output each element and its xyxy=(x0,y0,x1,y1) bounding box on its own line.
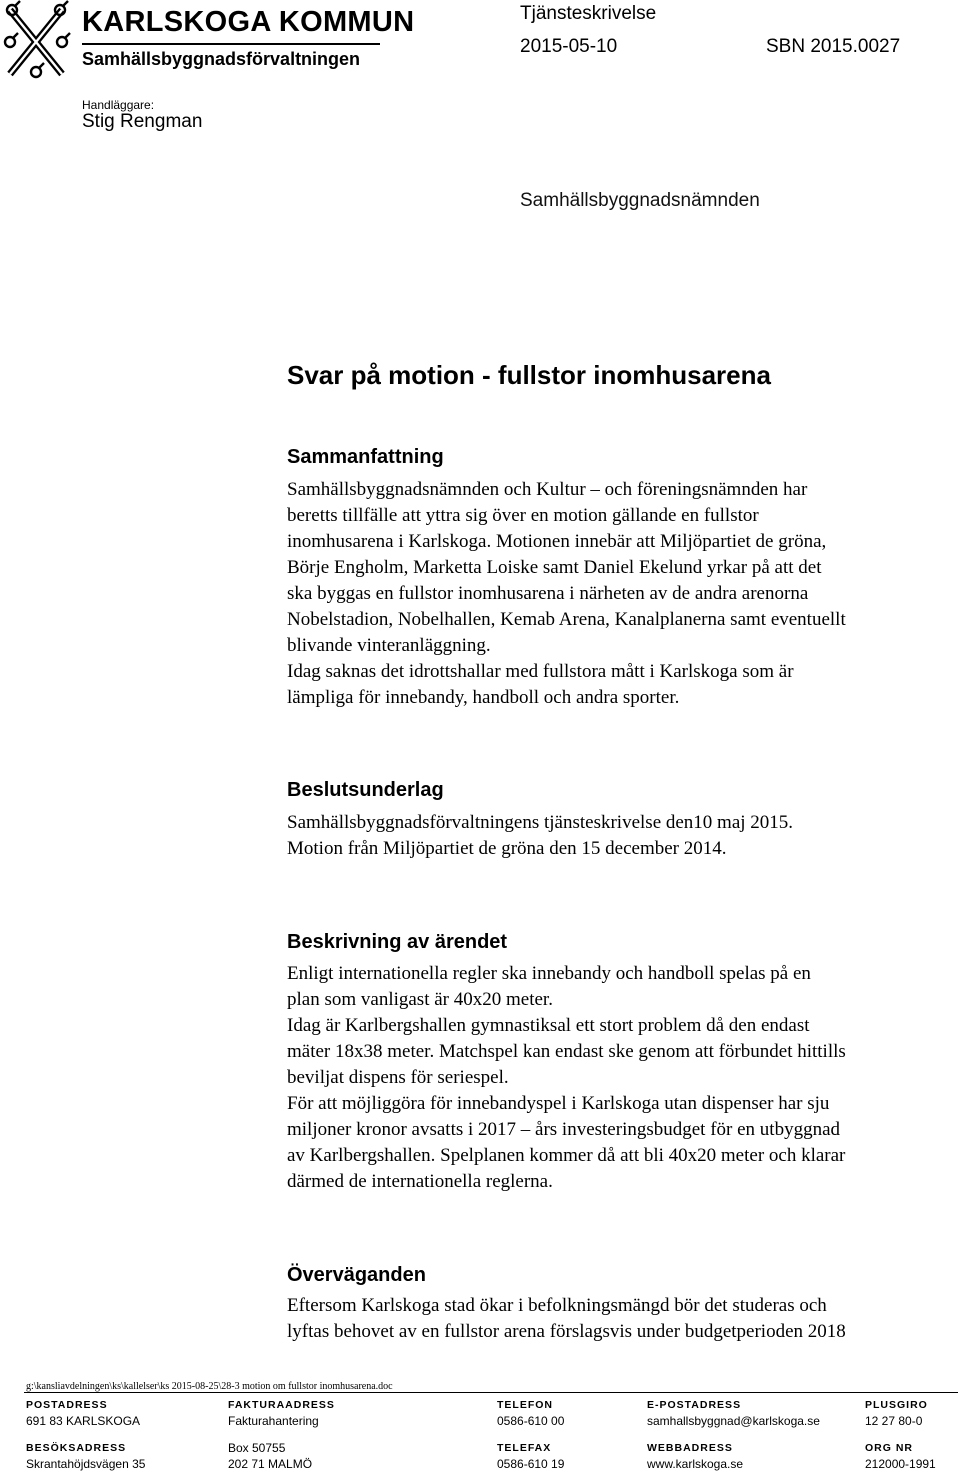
footer-giro-column xyxy=(865,1397,936,1472)
summary-line: Idag saknas det idrottshallar med fullstora mått i Karlskoga som är xyxy=(287,661,794,682)
footer-value: 0586-610 19 xyxy=(497,1457,565,1471)
basis-text xyxy=(287,810,955,862)
considerations-heading: Överväganden xyxy=(287,1264,426,1286)
description-line: plan som vanligast är 40x20 meter. xyxy=(287,989,553,1010)
summary-line: blivande vinteranläggning. xyxy=(287,635,491,656)
footer-heading: TELEFON xyxy=(497,1399,553,1411)
footer-value: Box 50755 xyxy=(228,1441,286,1455)
footer-email-column xyxy=(647,1397,820,1472)
footer-heading: PLUSGIRO xyxy=(865,1399,928,1411)
footer-heading: TELEFAX xyxy=(497,1442,552,1454)
karlskoga-coat-of-arms-icon xyxy=(0,0,72,86)
considerations-line: Eftersom Karlskoga stad ökar i befolkningsmängd bör det studeras och xyxy=(287,1295,827,1316)
handler-label: Handläggare: xyxy=(82,98,155,112)
summary-text xyxy=(287,477,955,711)
footer-value: 212000-1991 xyxy=(865,1457,936,1471)
summary-line: inomhusarena i Karlskoga. Motionen innebär att Miljöpartiet de gröna, xyxy=(287,531,827,552)
basis-line: Motion från Miljöpartiet de gröna den 15 december 2014. xyxy=(287,838,727,859)
description-line: av Karlbergshallen. Spelplanen kommer då att bli 40x20 meter och klarar xyxy=(287,1145,846,1166)
description-text xyxy=(287,961,955,1195)
footer-value: 202 71 MALMÖ xyxy=(228,1457,313,1471)
footer-value: 0586-610 00 xyxy=(497,1414,565,1428)
footer-web-link[interactable]: www.karlskoga.se xyxy=(647,1457,744,1471)
summary-line: Samhällsbyggnadsnämnden och Kultur – och föreningsnämnden har xyxy=(287,479,808,500)
footer-heading: POSTADRESS xyxy=(26,1399,108,1411)
footer-value: 691 83 KARLSKOGA xyxy=(26,1414,141,1428)
description-line: Enligt internationella regler ska innebandy och handboll spelas på en xyxy=(287,963,811,984)
organization-divider xyxy=(82,43,380,45)
summary-line: Nobelstadion, Nobelhallen, Kemab Arena, Kanalplanerna samt eventuellt xyxy=(287,609,846,630)
footer-postal-column xyxy=(26,1397,145,1472)
considerations-line: lyftas behovet av en fullstor arena förslagsvis under budgetperioden 2018 xyxy=(287,1321,846,1342)
considerations-text xyxy=(287,1293,955,1345)
recipient: Samhällsbyggnadsnämnden xyxy=(520,190,760,211)
basis-line: Samhällsbyggnadsförvaltningens tjänsteskrivelse den10 maj 2015. xyxy=(287,812,794,833)
footer-heading: WEBBADRESS xyxy=(647,1442,733,1454)
document-reference: SBN 2015.0027 xyxy=(766,36,901,57)
organization-name: KARLSKOGA KOMMUN xyxy=(82,6,415,38)
footer-phone-column xyxy=(497,1397,564,1472)
file-path: g:\kansliavdelningen\ks\kallelser\ks 2015-08-25\28-3 motion om fullstor inomhusarena.doc xyxy=(26,1381,393,1392)
footer-heading: BESÖKSADRESS xyxy=(26,1442,127,1454)
description-line: För att möjliggöra för innebandyspel i Karlskoga utan dispenser har sju xyxy=(287,1093,830,1114)
summary-line: beretts tillfälle att yttra sig över en motion gällande en fullstor xyxy=(287,505,759,526)
basis-heading: Beslutsunderlag xyxy=(287,779,444,801)
footer-heading: E-POSTADRESS xyxy=(647,1399,742,1411)
description-line: mäter 18x38 meter. Matchspel kan endast ske genom att förbundet hittills xyxy=(287,1041,846,1062)
document-title: Svar på motion - fullstor inomhusarena xyxy=(287,360,771,390)
description-line: beviljat dispens för seriespel. xyxy=(287,1067,509,1088)
description-line: Idag är Karlbergshallen gymnastiksal ett stort problem då den endast xyxy=(287,1015,810,1036)
document-type: Tjänsteskrivelse xyxy=(520,3,657,24)
footer-value: Fakturahantering xyxy=(228,1414,319,1428)
description-heading: Beskrivning av ärendet xyxy=(287,931,508,953)
description-line: därmed de internationella reglerna. xyxy=(287,1171,553,1192)
footer-divider xyxy=(24,1392,958,1393)
department-name: Samhällsbyggnadsförvaltningen xyxy=(82,49,361,69)
document-date: 2015-05-10 xyxy=(520,36,618,57)
handler-name: Stig Rengman xyxy=(82,111,203,132)
description-line: miljoner kronor avsatts i 2017 – års investeringsbudget för en utbyggnad xyxy=(287,1119,841,1140)
footer-email-link[interactable]: samhallsbyggnad@karlskoga.se xyxy=(647,1414,820,1428)
footer-invoice-column xyxy=(228,1397,335,1472)
footer-value: 12 27 80-0 xyxy=(865,1414,923,1428)
footer-value: Skrantahöjdsvägen 35 xyxy=(26,1457,146,1471)
summary-line: Börje Engholm, Marketta Loiske samt Daniel Ekelund yrkar på att det xyxy=(287,557,822,578)
summary-line: lämpliga för innebandy, handboll och andra sporter. xyxy=(287,687,680,708)
footer-heading: FAKTURAADRESS xyxy=(228,1399,335,1411)
footer-heading: ORG NR xyxy=(865,1442,913,1454)
summary-line: ska byggas en fullstor inomhusarena i närheten av de andra arenorna xyxy=(287,583,809,604)
summary-heading: Sammanfattning xyxy=(287,446,444,468)
